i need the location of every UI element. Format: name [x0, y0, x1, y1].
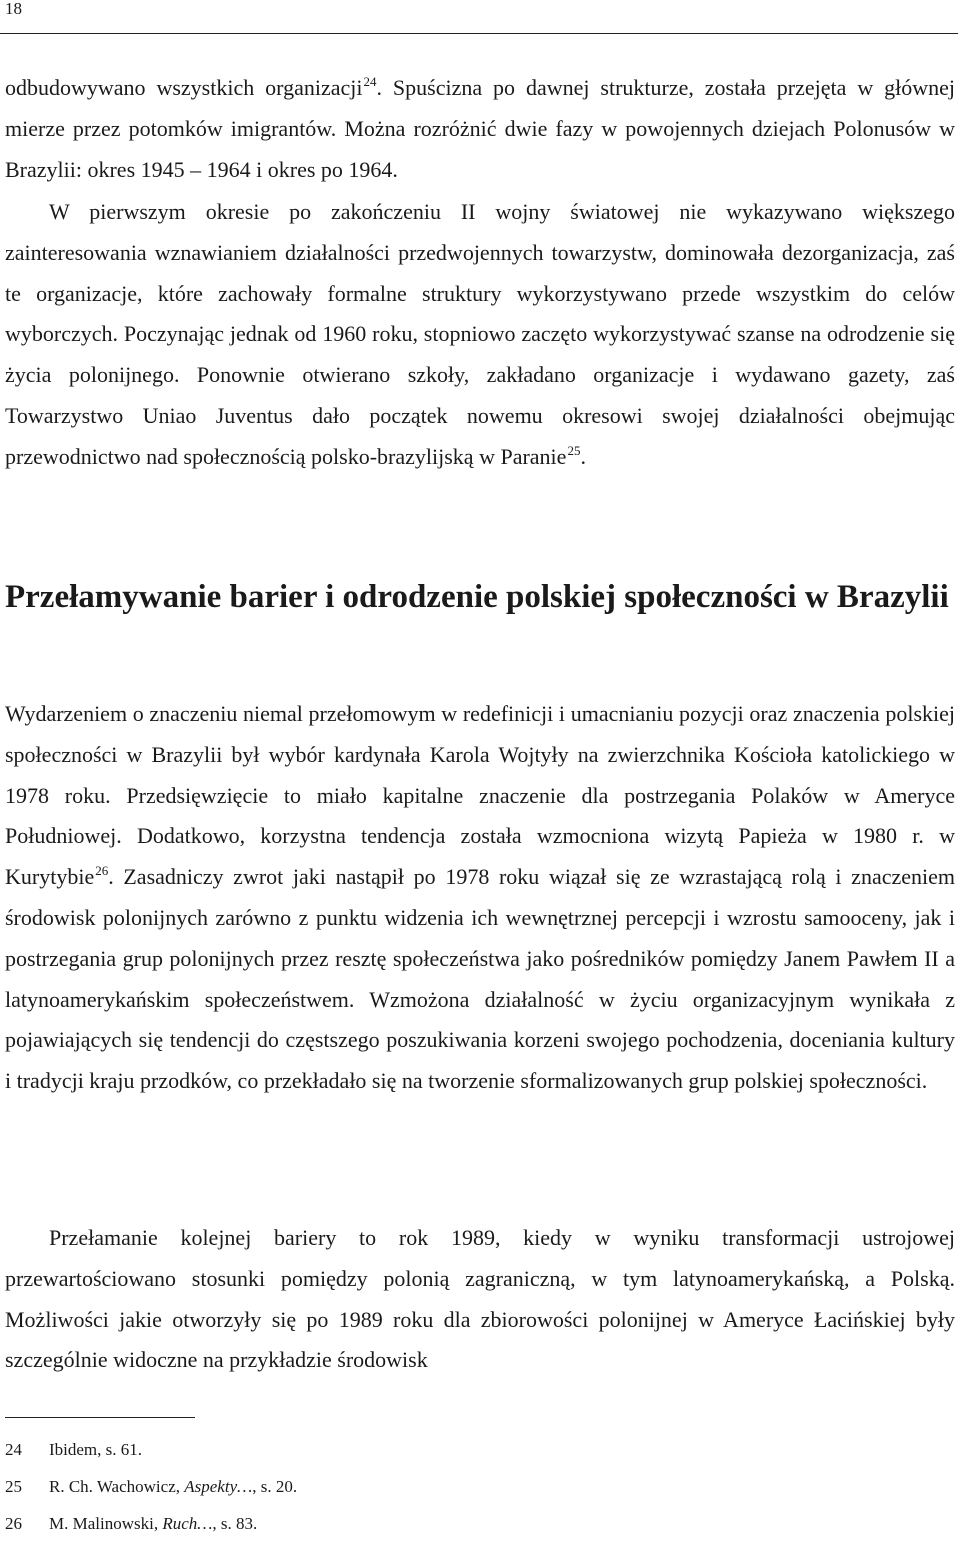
- footnote-title: Ruch…: [162, 1514, 213, 1533]
- footnote-text: R. Ch. Wachowicz,: [49, 1477, 185, 1496]
- footnote-ref-24[interactable]: 24: [363, 74, 377, 89]
- footnote-26: [5, 1505, 955, 1542]
- footnote-24: [5, 1431, 955, 1468]
- footnotes: [5, 1431, 955, 1542]
- paragraph-3: [5, 694, 955, 1102]
- footnote-number: 24: [5, 1440, 22, 1459]
- footnote-ref-26[interactable]: 26: [95, 863, 109, 879]
- paragraph-1-text-a: odbudowywano wszystkich organizacji: [5, 75, 363, 100]
- footnote-text-after: , s. 20.: [252, 1477, 298, 1496]
- footnote-number: 26: [5, 1514, 22, 1533]
- paragraph-2-text-a: W pierwszym okresie po zakończeniu II wojny światowej nie wykazywano większego zainteresowania wznawianiem działalności przedwojennych towarzystw, dominowała dezorganizacja, zaś te organizacje, które zachowały formalne struktury wykorzystywano przede wszystkim do celów wyborczych. Poczynając jednak od 1960 roku, stopniowo zaczęto wykorzystywać szanse na odrodzenie się życia polonijnego. Ponownie otwierano szkoły, zakładano organizacje i wydawano gazety, zaś Towarzystwo Uniao Juventus dało początek nowemu okresowi swojej działalności obejmując przewodnictwo nad społecznością polsko-brazylijską w Paranie: [5, 199, 955, 469]
- footnote-title: Aspekty…: [184, 1477, 253, 1496]
- paragraph-1: [5, 68, 955, 190]
- footnote-25: [5, 1468, 955, 1505]
- paragraph-4: Przełamanie kolejnej bariery to rok 1989, kiedy w wyniku transformacji ustrojowej przewartościowano stosunki pomiędzy polonią zagraniczną, w tym latynoamerykańską, a Polską. Możliwości jakie otworzyły się po 1989 roku dla zbiorowości polonijnej w Ameryce Łacińskiej były szczególnie widoczne na przykładzie środowisk: [5, 1225, 955, 1373]
- paragraph-3-text-b: . Zasadniczy zwrot jaki nastąpił po 1978 roku wiązał się ze wzrastającą rolą i znaczeniem środowisk polonijnych zarówno z punktu widzenia ich wewnętrznej percepcji i wzrostu samooceny, jak i postrzegania grup polonijnych przez resztę społeczeństwa jako pośredników pomiędzy Janem Pawłem II a latynoamerykańskim społeczeństwem. Wzmożona działalność w życiu organizacyjnym wynikała z pojawiających się tendencji do częstszego poszukiwania korzeni swojego pochodzenia, doceniania kultury i tradycji kraju przodków, co przekładało się na tworzenie sformalizowanych grup polskiej społeczności.: [5, 864, 955, 1094]
- footnote-number: 25: [5, 1477, 22, 1496]
- footnote-text: M. Malinowski,: [49, 1514, 163, 1533]
- footnote-rule: [5, 1417, 195, 1418]
- page-number: 18: [5, 0, 22, 18]
- footnote-text: Ibidem, s. 61.: [49, 1440, 143, 1459]
- paragraph-2: [5, 192, 955, 478]
- paragraph-1-text-b: . Spuścizna po dawnej strukturze, została przejęta w głównej mierze przez potomków imigrantów. Można rozróżnić dwie fazy w powojennych dziejach Polonusów w Brazylii: okres 1945 – 1964 i okres po 1964.: [5, 75, 956, 182]
- paragraph-3-text-a: Wydarzeniem o znaczeniu niemal przełomowym w redefinicji i umacnianiu pozycji oraz znaczenia polskiej społeczności w Brazylii był wybór kardynała Karola Wojtyły na zwierzchnika Kościoła katolickiego w 1978 roku. Przedsięwzięcie to miało kapitalne znaczenie dla postrzegania Polaków w Ameryce Południowej. Dodatkowo, korzystna tendencja została wzmocniona wizytą Papieża w 1980 r. w Kurytybie: [5, 701, 955, 890]
- section-heading: Przełamywanie barier i odrodzenie polskiej społeczności w Brazylii: [5, 579, 949, 615]
- footnote-text-after: , s. 83.: [212, 1514, 258, 1533]
- header-rule: [0, 33, 958, 34]
- paragraph-2-text-b: .: [580, 443, 586, 469]
- footnote-ref-25[interactable]: 25: [567, 442, 581, 458]
